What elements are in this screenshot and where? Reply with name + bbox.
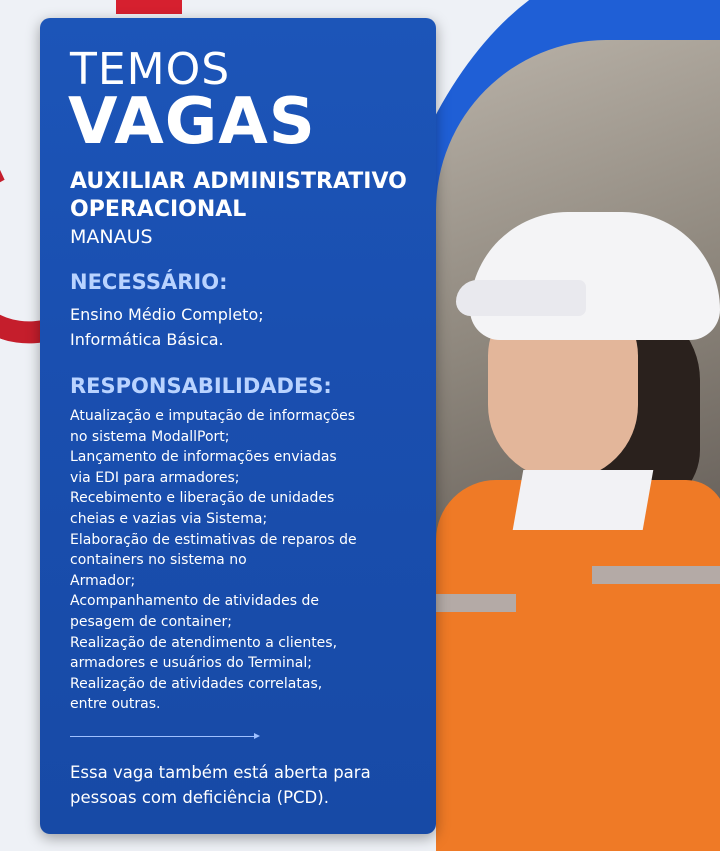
divider-line — [70, 736, 256, 737]
requirements-list — [70, 302, 264, 352]
pcd-notice — [70, 760, 420, 810]
responsibility-line: no sistema ModallPort; — [70, 428, 230, 445]
shirt-collar — [513, 470, 654, 530]
responsibility-line: entre outras. — [70, 696, 161, 713]
info-card — [40, 18, 436, 834]
responsibility-line: via EDI para armadores; — [70, 469, 240, 486]
responsibility-line: armadores e usuários do Terminal; — [70, 655, 312, 672]
job-city: MANAUS — [70, 226, 153, 248]
responsibility-line: Elaboração de estimativas de reparos de — [70, 531, 357, 548]
pcd-line: pessoas com deficiência (PCD). — [70, 788, 329, 807]
job-title-line: OPERACIONAL — [70, 197, 247, 222]
pcd-line: Essa vaga também está aberta para — [70, 763, 371, 782]
arrow-right-icon — [254, 733, 260, 739]
responsibility-line: Atualização e imputação de informações — [70, 408, 356, 424]
responsibility-line: Realização de atividades correlatas, — [70, 675, 323, 692]
responsibility-line: pesagem de container; — [70, 613, 232, 630]
reflective-stripe — [436, 594, 516, 612]
responsibility-line: Acompanhamento de atividades de — [70, 593, 319, 610]
responsibilities-heading: RESPONSABILIDADES: — [70, 374, 332, 398]
responsibility-line: cheias e vazias via Sistema; — [70, 510, 268, 527]
job-title-line: AUXILIAR ADMINISTRATIVO — [70, 169, 407, 194]
responsibility-line: Armador; — [70, 572, 136, 589]
headline-vagas: VAGAS — [68, 85, 316, 159]
responsibility-line: containers no sistema no — [70, 552, 247, 569]
responsibilities-list — [70, 406, 410, 715]
red-tab-decoration — [116, 0, 182, 14]
helmet-brim — [456, 280, 586, 316]
requirement-item: Ensino Médio Completo; — [70, 305, 264, 324]
requirements-heading: NECESSÁRIO: — [70, 270, 228, 294]
requirement-item: Informática Básica. — [70, 330, 224, 349]
responsibility-line: Lançamento de informações enviadas — [70, 449, 337, 466]
job-title — [70, 168, 407, 224]
orange-jacket — [436, 480, 720, 851]
responsibility-line: Realização de atendimento a clientes, — [70, 634, 338, 651]
headline-temos: TEMOS — [70, 44, 231, 95]
responsibility-line: Recebimento e liberação de unidades — [70, 490, 335, 507]
reflective-stripe — [592, 566, 720, 584]
